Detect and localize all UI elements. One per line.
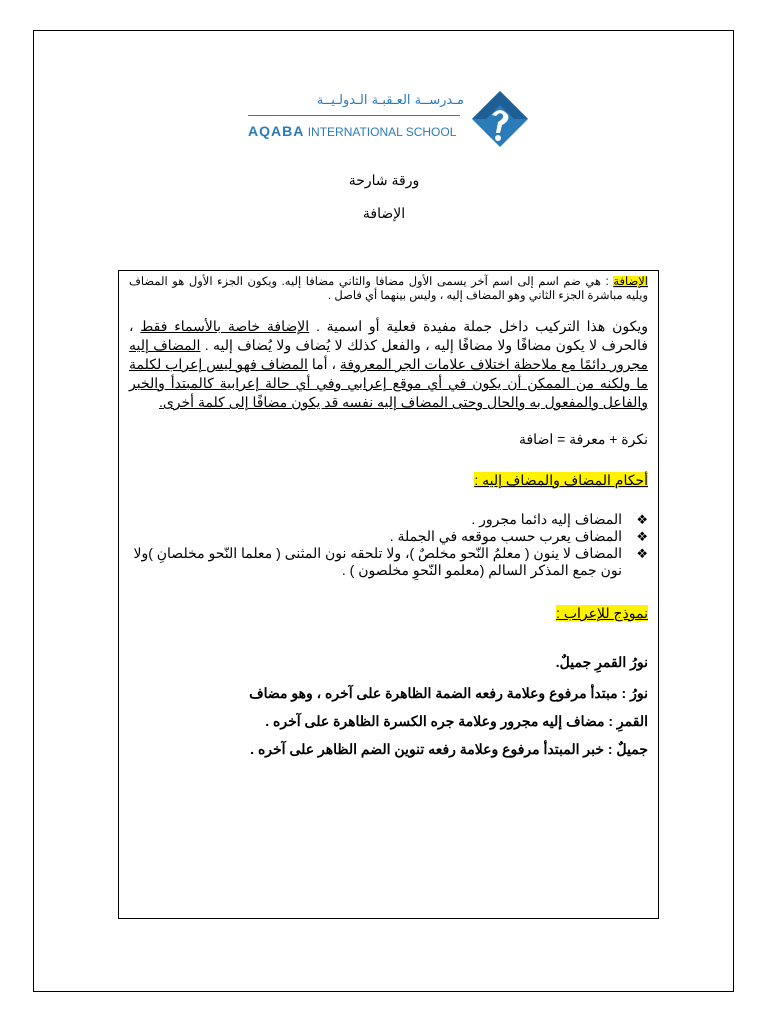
paragraph-part-6: المضاف فهو ليس إعراب لكلمة ما ولكنه من الممكن أن يكون في أي موقع إعرابي وفي أي حالة إعرابية كالمبتدأ والخبر والفاعل والمفعول به والحال وحتى المضاف إليه نفسه قد يكون مضافًا إلى كلمة أخرى.: [129, 356, 648, 410]
paragraph-part-2: الإضافة خاصة بالأسماء فقط: [140, 318, 310, 334]
rule-text: المضاف لا ينون ( معلمُ النّحو مخلصٌ )، ولا تلحقه نون المثنى ( معلما النّحو مخلصانِ )ولا نون جمع المذكر السالم (معلمو النّحوِ مخلصون ) .: [133, 545, 622, 578]
diamond-bullet-icon: ❖: [636, 512, 648, 527]
school-emblem-icon: [470, 89, 530, 149]
analysis-line: نورُ : مبتدأ مرفوع وعلامة رفعه الضمة الظاهرة على آخره ، وهو مضاف: [249, 685, 648, 701]
example-heading: [129, 605, 648, 622]
rules-heading-text: أحكام المضاف والمضاف إليه :: [474, 472, 648, 488]
rules-heading: [129, 472, 648, 489]
diamond-bullet-icon: ❖: [636, 546, 648, 561]
logo-brand: AQABA: [248, 123, 305, 139]
logo-school: INTERNATIONAL SCHOOL: [307, 125, 457, 139]
paragraph-part-1: ويكون هذا التركيب داخل جملة مفيدة فعلية أو اسمية .: [309, 318, 648, 334]
content-box: [118, 270, 659, 919]
definition: [129, 275, 648, 303]
explanation-paragraph: [129, 317, 648, 412]
school-logo: [246, 85, 530, 155]
rule-text: المضاف إليه دائما مجرور .: [471, 511, 622, 527]
paragraph-part-3: ، فالحرف لا يكون مضافًا ولا مضافًا إليه ، والفعل كذلك لا يُضاف ولا يُضاف إليه .: [129, 318, 648, 353]
rules-list: [129, 511, 648, 579]
list-item: [129, 511, 648, 528]
paragraph-part-4: المضاف إليه مجرور دائمًا مع ملاحظة اختلاف علامات الجر المعروفة: [129, 337, 648, 372]
definition-text: : هي ضم اسم إلى اسم آخر يسمى الأول مضافا والثاني مضافا إليه. ويكون الجزء الأول هو المضاف ويليه مباشرة الجزء الثاني وهو المضاف إليه ، وليس بينهما أي فاصل .: [129, 276, 648, 302]
diamond-bullet-icon: ❖: [636, 529, 648, 544]
analysis-line: القمرِ : مضاف إليه مجرور وعلامة جره الكسرة الظاهرة على آخره .: [265, 713, 648, 729]
example-heading-text: نموذج للإعراب :: [556, 605, 648, 621]
example-sentence: نورُ القمرِ جميلٌ.: [555, 654, 648, 670]
list-item: [129, 545, 648, 579]
analysis-line: جميلٌ : خبر المبتدأ مرفوع وعلامة رفعه تنوين الضم الظاهر على آخره .: [250, 741, 648, 757]
rule-text: المضاف يعرب حسب موقعه في الجملة .: [389, 528, 622, 544]
definition-term: الإضافة: [613, 276, 648, 288]
logo-divider: [248, 115, 460, 116]
logo-arabic-name: مـدرســة العـقبـة الـدولـيــة: [316, 93, 464, 108]
page-title: ورقة شارحة: [348, 172, 420, 188]
list-item: [129, 528, 648, 545]
logo-english-name: [248, 123, 456, 139]
page-subtitle: الإضافة: [362, 205, 406, 221]
paragraph-part-5: ، أما: [307, 356, 340, 372]
formula: نكرة + معرفة = اضافة: [518, 431, 648, 447]
